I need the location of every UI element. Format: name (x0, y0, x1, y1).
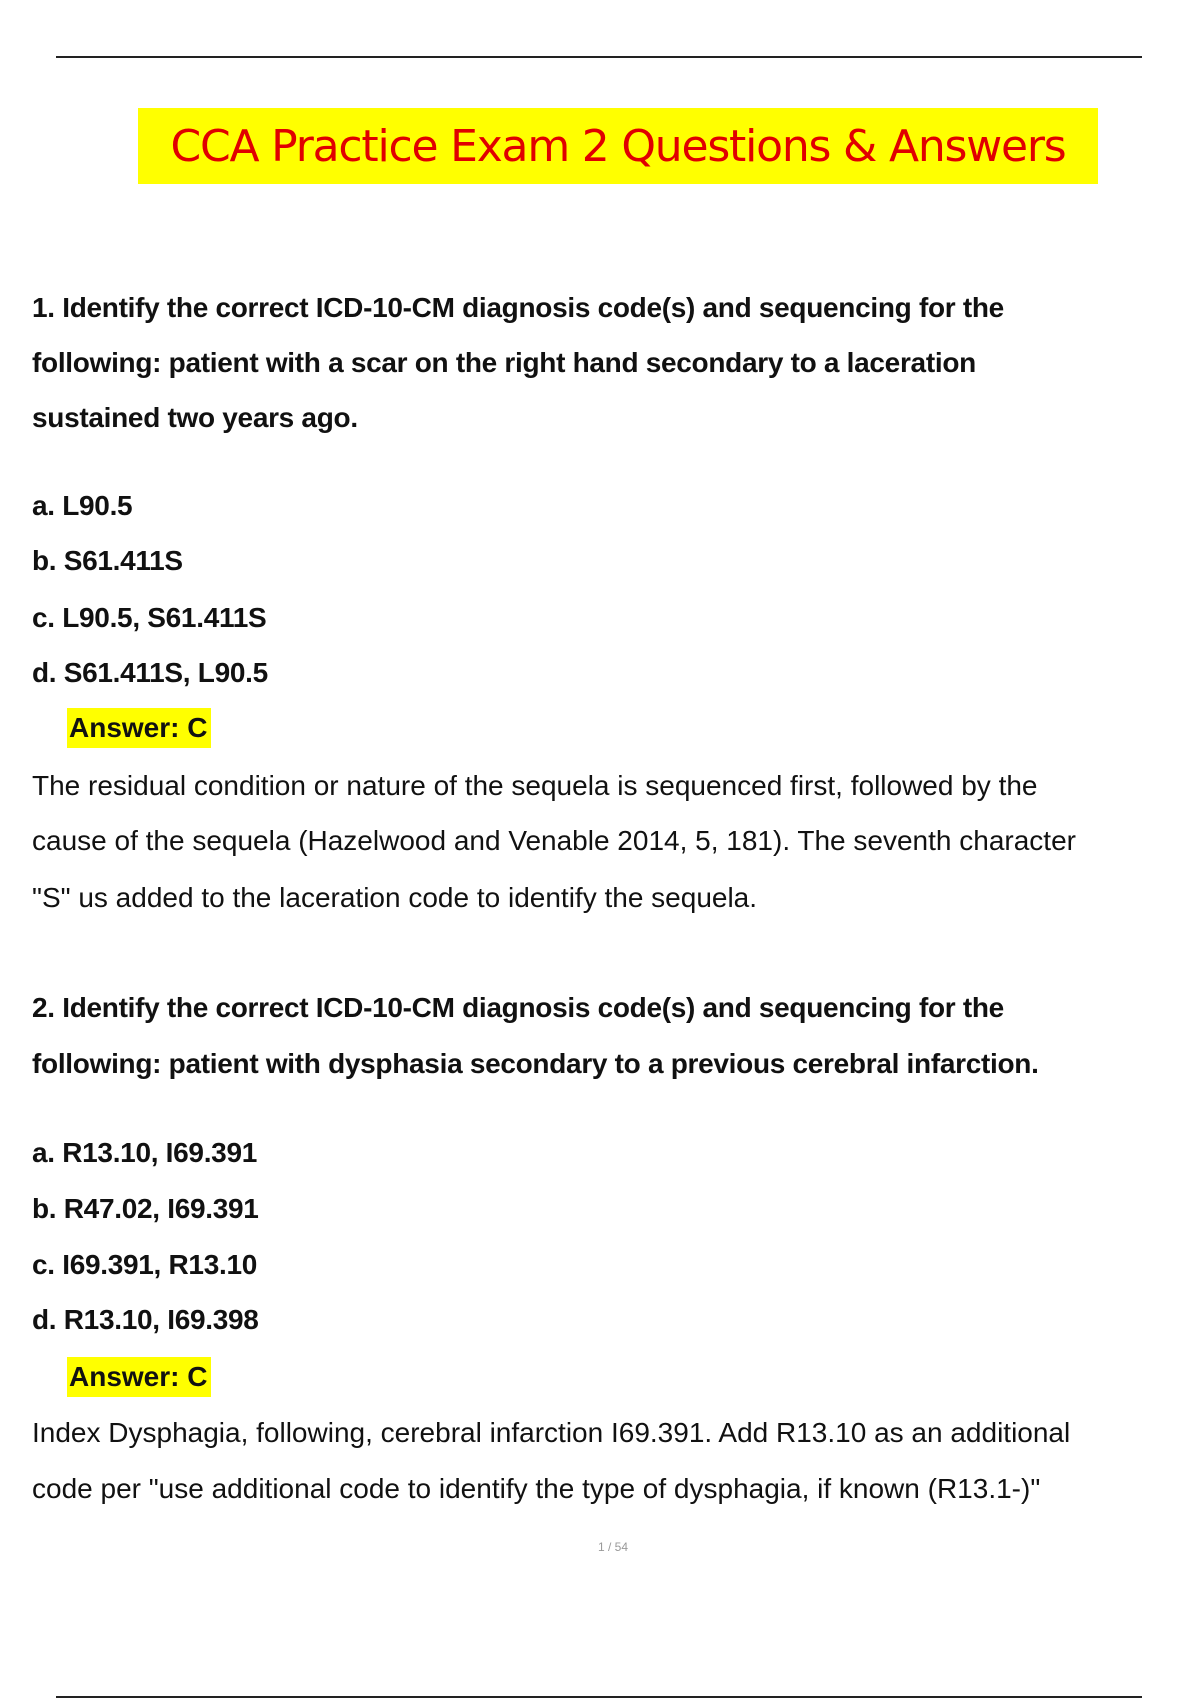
question-1-text: following: patient with a scar on the right hand secondary to a laceration (32, 347, 976, 378)
question-1-text: sustained two years ago. (32, 402, 358, 433)
question-1-explanation: The residual condition or nature of the sequela is sequenced first, followed by the (32, 770, 1038, 801)
question-1-option-a: a. L90.5 (32, 490, 133, 521)
question-2-option-c: c. I69.391, R13.10 (32, 1249, 257, 1280)
top-rule (56, 56, 1142, 58)
question-2-text: 2. Identify the correct ICD-10-CM diagnosis code(s) and sequencing for the (32, 992, 1004, 1023)
title-highlight (138, 108, 1098, 184)
question-2-text: following: patient with dysphasia secondary to a previous cerebral infarction. (32, 1048, 1039, 1079)
question-2-explanation: code per "use additional code to identify the type of dysphagia, if known (R13.1-)" (32, 1473, 1041, 1504)
question-2-option-a: a. R13.10, I69.391 (32, 1137, 257, 1168)
document-title: CCA Practice Exam 2 Questions & Answers (170, 120, 1066, 172)
question-2-explanation: Index Dysphagia, following, cerebral infarction I69.391. Add R13.10 as an additional (32, 1417, 1071, 1448)
question-1-explanation: cause of the sequela (Hazelwood and Venable 2014, 5, 181). The seventh character (32, 825, 1076, 856)
question-1-explanation: "S" us added to the laceration code to identify the sequela. (32, 882, 758, 913)
question-1-text: 1. Identify the correct ICD-10-CM diagnosis code(s) and sequencing for the (32, 292, 1004, 323)
question-2-option-d: d. R13.10, I69.398 (32, 1304, 259, 1335)
question-2-answer: Answer: C (67, 1357, 211, 1397)
question-2-option-b: b. R47.02, I69.391 (32, 1193, 259, 1224)
bottom-rule (56, 1696, 1142, 1698)
question-1-answer: Answer: C (67, 708, 211, 748)
page-number: 1 / 54 (598, 1540, 629, 1554)
question-1-option-d: d. S61.411S, L90.5 (32, 657, 268, 688)
question-1-option-b: b. S61.411S (32, 545, 183, 576)
question-1-option-c: c. L90.5, S61.411S (32, 602, 267, 633)
